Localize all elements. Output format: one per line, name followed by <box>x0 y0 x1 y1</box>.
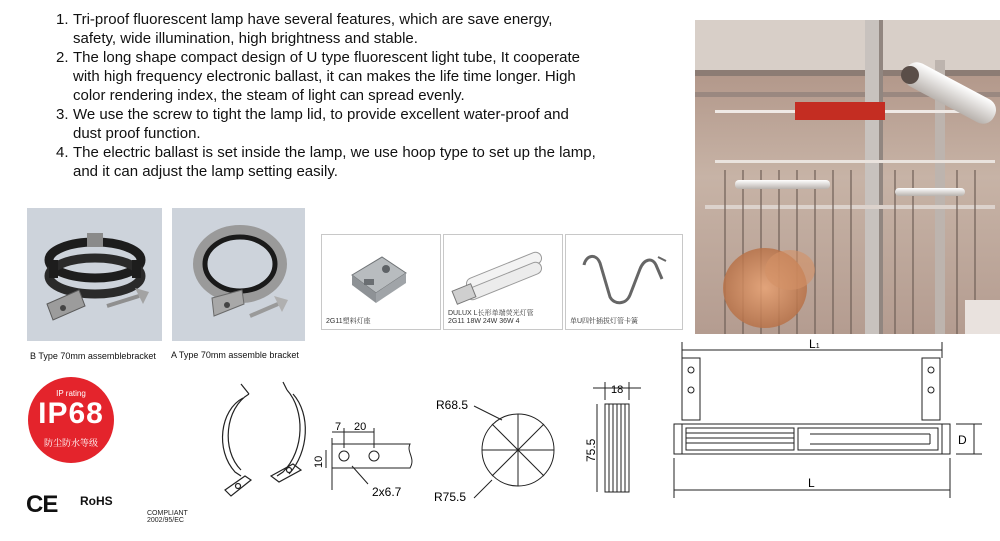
circle-dimension-drawing <box>430 390 575 510</box>
feature-number: 4. <box>56 144 69 161</box>
b-type-bracket-image <box>27 208 162 341</box>
socket-caption: 2G11塑料灯座 <box>326 318 371 325</box>
socket-image <box>322 235 440 315</box>
ce-mark-logo: CE <box>26 491 58 518</box>
dim-holes: 2x6.7 <box>372 485 402 499</box>
feature-text: Tri-proof fluorescent lamp have several features, which are save energy, safety, wide illumination, high brightness and stable. <box>73 11 553 47</box>
dim-20: 20 <box>354 421 367 433</box>
compliant-line1: COMPLIANT <box>147 510 188 517</box>
rohs-label: RoHS <box>80 494 113 508</box>
feature-text: We use the screw to tight the lamp lid, to provide excellent water-proof and dust proof function. <box>73 106 569 142</box>
factory-photo <box>695 20 1000 334</box>
factory-scene-image <box>695 20 1000 334</box>
dim-10: 10 <box>313 455 325 468</box>
socket-thumbnail <box>321 234 441 330</box>
dim-r68: R68.5 <box>436 398 469 412</box>
feature-item <box>56 48 596 105</box>
tube-caption-line1: DULUX L长形单端荧光灯管 <box>448 310 534 317</box>
fluorescent-tube-image <box>444 235 562 311</box>
feature-item <box>56 10 596 48</box>
ip-code: IP68 <box>38 397 104 430</box>
dim-r75: R75.5 <box>434 490 467 504</box>
feature-list <box>56 10 596 181</box>
feature-number: 3. <box>56 106 69 123</box>
feature-text: The long shape compact design of U type fluorescent light tube, It cooperate with high frequency electronic ballast, it can makes the life time longer. High color rendering index, the steam of light can spread evenly. <box>73 49 580 104</box>
ip68-badge <box>28 377 114 463</box>
compliant-note <box>147 510 188 524</box>
spring-clip-image <box>566 235 682 315</box>
plate-dimension-drawing <box>312 420 422 505</box>
clip-caption: 单U四针插拔灯管卡簧 <box>570 318 639 325</box>
clip-thumbnail <box>565 234 683 330</box>
dim-l: L <box>808 476 815 490</box>
lamp-dimension-drawing <box>660 334 990 504</box>
dim-18: 18 <box>611 384 624 396</box>
ip-chinese-label: 防尘防水等级 <box>43 438 98 448</box>
a-type-bracket-image <box>172 208 305 341</box>
dim-d: D <box>958 433 967 447</box>
dim-7: 7 <box>335 421 342 433</box>
feature-item <box>56 143 596 181</box>
bracket-line-drawing <box>205 380 315 510</box>
b-type-bracket-caption: B Type 70mm assemblebracket <box>30 351 156 361</box>
feature-number: 1. <box>56 11 69 28</box>
feature-number: 2. <box>56 49 69 66</box>
feature-item <box>56 105 596 143</box>
tube-thumbnail <box>443 234 563 330</box>
dim-l1: L1 <box>809 337 820 351</box>
feature-text: The electric ballast is set inside the lamp, we use hoop type to set up the lamp, and it can adjust the lamp setting easily. <box>73 144 596 180</box>
compliant-line2: 2002/95/EC <box>147 517 184 524</box>
tube-caption-line2: 2G11 18W 24W 36W 4 <box>448 318 520 325</box>
a-type-bracket-caption: A Type 70mm assemble bracket <box>171 350 299 360</box>
ip-rating-label: IP rating <box>56 389 86 398</box>
endcap-dimension-drawing <box>575 376 645 501</box>
dim-75-5: 75.5 <box>584 438 598 462</box>
